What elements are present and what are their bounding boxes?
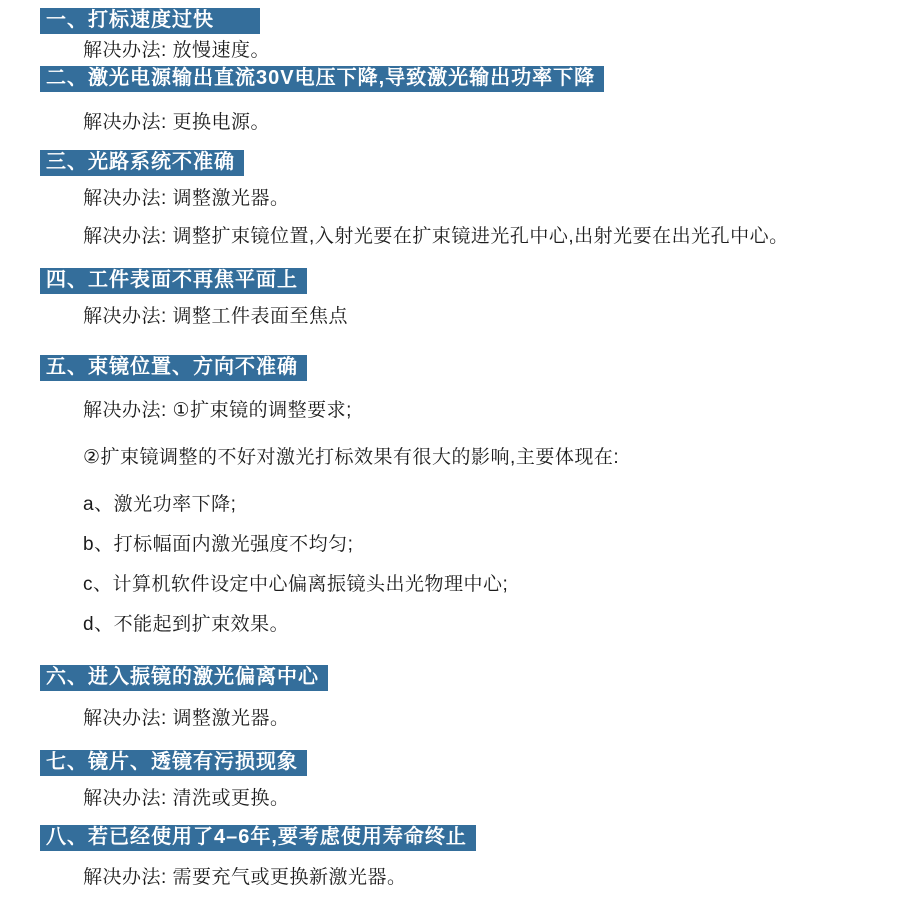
section-5-solution-2: ②扩束镜调整的不好对激光打标效果有很大的影响,主要体现在: (83, 447, 620, 468)
section-3-solution-1: 解决办法: 调整激光器。 (83, 188, 290, 209)
section-6-header-row (40, 665, 880, 691)
section-2-header: 二、激光电源输出直流30V电压下降,导致激光输出功率下降 (40, 66, 604, 92)
section-5-header: 五、束镜位置、方向不准确 (40, 355, 307, 381)
section-7-header-row (40, 750, 880, 776)
section-5-list-item-d: d、不能起到扩束效果。 (83, 614, 290, 635)
section-4-header: 四、工件表面不再焦平面上 (40, 268, 307, 294)
section-5-list-item-b: b、打标幅面内激光强度不均匀; (83, 534, 354, 555)
section-2-solution-1: 解决办法: 更换电源。 (83, 112, 271, 133)
section-5-list-item-a: a、激光功率下降; (83, 494, 237, 515)
section-4-header-row (40, 268, 880, 294)
section-6-header: 六、进入振镜的激光偏离中心 (40, 665, 328, 691)
section-5-header-row (40, 355, 880, 381)
section-1-header-row (40, 8, 880, 34)
section-5-solution-1: 解决办法: ①扩束镜的调整要求; (83, 400, 352, 421)
section-2-header-row (40, 66, 880, 92)
section-1-header: 一、打标速度过快 (40, 8, 260, 34)
section-7-solution-1: 解决办法: 清洗或更换。 (83, 788, 290, 809)
section-3-header: 三、光路系统不准确 (40, 150, 244, 176)
section-7-header: 七、镜片、透镜有污损现象 (40, 750, 307, 776)
section-8-header: 八、若已经使用了4–6年,要考虑使用寿命终止 (40, 825, 476, 851)
section-6-solution-1: 解决办法: 调整激光器。 (83, 708, 290, 729)
section-3-solution-2: 解决办法: 调整扩束镜位置,入射光要在扩束镜进光孔中心,出射光要在出光孔中心。 (83, 226, 789, 247)
section-8-header-row (40, 825, 880, 851)
section-5-list-item-c: c、计算机软件设定中心偏离振镜头出光物理中心; (83, 574, 509, 595)
section-8-solution-1: 解决办法: 需要充气或更换新激光器。 (83, 867, 407, 888)
section-1-solution-1: 解决办法: 放慢速度。 (83, 40, 271, 61)
section-4-solution-1: 解决办法: 调整工件表面至焦点 (83, 306, 349, 327)
section-3-header-row (40, 150, 880, 176)
